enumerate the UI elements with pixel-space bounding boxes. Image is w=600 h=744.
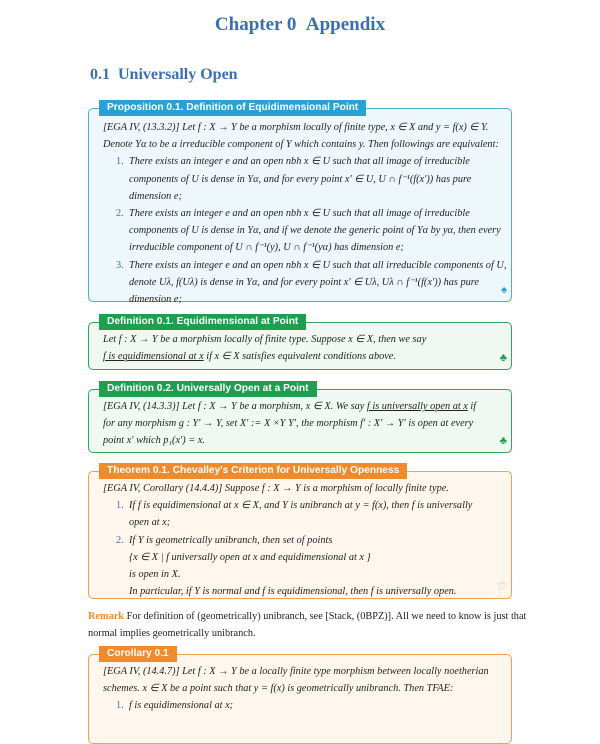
proposition-box bbox=[88, 102, 512, 306]
definition-text: Let f : X → Y be a morphism locally of finite type. Suppose x ∈ X, then we say bbox=[103, 334, 427, 345]
theorem-list bbox=[103, 497, 503, 600]
list-item: 3. There exists an integer e and an open nbh x ∈ U such that all irreducible components of U, denote Uλ, f(Uλ) is dense in Yα, and for every point x′ ∈ Uλ, Uλ ∩ f⁻¹(f(x′)) has pure dimension e; bbox=[116, 259, 507, 306]
theorem-box bbox=[88, 465, 512, 599]
theorem-text: [EGA IV, Corollary (14.4.4)] Suppose f : X → Y is a morphism of locally finite type. bbox=[103, 483, 449, 494]
list-item: 1. f is equidimensional at x; bbox=[116, 700, 234, 712]
definition-text: point x′ which p₁(x′) = x. bbox=[103, 435, 205, 447]
remark-label: Remark bbox=[88, 611, 125, 622]
proposition-text: Denote Yα to be a irreducible component of Y which contains y. Then followings are equivalent: bbox=[103, 139, 499, 151]
list-item: 2. There exists an integer e and an open nbh x ∈ U such that all image of irreducible components of U is dense in Yα, and if we denote the generic point of Yα by yα, then every irreducible component of U ∩ f⁻¹(y), U ∩ f⁻¹(yα) has dimension e; bbox=[116, 208, 501, 254]
definition-tag: Definition 0.1. Equidimensional at Point bbox=[99, 314, 306, 330]
list-item: 1. There exists an integer e and an open nbh x ∈ U such that all image of irreducible components of U is dense in Yα, and for every point x′ ∈ U, U ∩ f⁻¹(f(x′)) has pure dimension e; bbox=[116, 156, 472, 202]
definition-text: [EGA IV, (14.3.3)] Let f : X → Y be a morphism, x ∈ X. We say f is universally open at x if bbox=[103, 401, 477, 412]
corollary-list bbox=[103, 697, 503, 714]
definition-tag: Definition 0.2. Universally Open at a Point bbox=[99, 381, 317, 397]
proposition-list bbox=[103, 153, 507, 308]
corollary-text: schemes. x ∈ X be a point such that y = f(x) is geometrically unibranch. Then TFAE: bbox=[103, 683, 454, 695]
spade-icon: ♠ bbox=[501, 283, 507, 296]
club-icon: ♣ bbox=[499, 351, 507, 364]
list-item: 1. If f is equidimensional at x ∈ X, and Y is unibranch at y = f(x), then f is universally open at x; bbox=[116, 500, 473, 529]
proposition-tag: Proposition 0.1. Definition of Equidimensional Point bbox=[99, 100, 366, 116]
remark-text: For definition of (geometrically) unibranch, see [Stack, (0BPZ)]. All we need to know is just that bbox=[126, 611, 527, 622]
corollary-text: [EGA IV, (14.4.7)] Let f : X → Y be a locally finite type morphism between locally noetherian bbox=[103, 666, 489, 677]
club-icon: ♣ bbox=[499, 434, 507, 447]
list-item: 2. If Y is geometrically unibranch, then set of points {x ∈ X | f universally open at x and equidimensional at x } is open in X. In particular, if Y is normal and f is equidimensional, then f is universally open. bbox=[116, 534, 457, 598]
definition-box bbox=[88, 383, 512, 453]
remark bbox=[88, 608, 527, 642]
definition-text: f is equidimensional at x if x ∈ X satisfies equivalent conditions above. bbox=[103, 351, 396, 363]
definition-text: for any morphism g : Y′ → Y, set X′ := X ×Y Y′, the morphism f′ : X′ → Y′ is open at every bbox=[103, 418, 474, 430]
heart-icon: ♡ bbox=[497, 580, 507, 593]
corollary-box bbox=[88, 648, 512, 744]
proposition-text: [EGA IV, (13.3.2)] Let f : X → Y be a morphism locally of finite type, x ∈ X and y = f(x) ∈ Y. bbox=[103, 122, 489, 133]
theorem-tag: Theorem 0.1. Chevalley's Criterion for Universally Openness bbox=[99, 463, 407, 479]
section-title: 0.1 Universally Open bbox=[90, 66, 238, 83]
chapter-title: Chapter 0 Appendix bbox=[214, 14, 386, 35]
corollary-tag: Corollary 0.1 bbox=[99, 646, 177, 662]
remark-text: normal implies geometrically unibranch. bbox=[88, 628, 256, 640]
definition-box bbox=[88, 316, 512, 370]
